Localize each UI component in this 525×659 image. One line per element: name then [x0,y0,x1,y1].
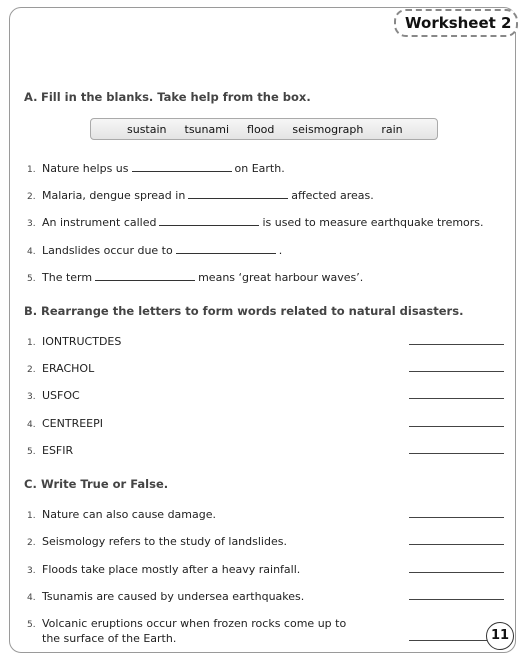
item-number: 2. [27,192,36,202]
item-number: 1. [27,338,36,348]
fill-blank-item [27,244,282,257]
section-a-title: Fill in the blanks. Take help from the box. [41,90,311,104]
answer-line[interactable] [409,371,504,372]
item-number: 3. [27,392,36,402]
answer-blank[interactable] [176,244,276,254]
section-c-letter: C. [24,477,37,491]
section-b-letter: B. [24,304,38,318]
statement-text: Floods take place mostly after a heavy rainfall. [42,563,301,576]
rearrange-item [27,444,73,457]
answer-blank[interactable] [95,271,195,281]
answer-line[interactable] [409,517,504,518]
answer-line[interactable] [409,544,504,545]
word-box-word: seismograph [292,122,364,136]
true-false-item [27,617,346,630]
true-false-item [27,535,287,548]
item-number: 1. [27,165,36,175]
item-text-after: means ‘great harbour waves’. [198,271,364,284]
item-text-before: An instrument called [42,216,157,229]
section-b-title: Rearrange the letters to form words related to natural disasters. [41,304,464,318]
statement-text: Seismology refers to the study of landslides. [42,535,287,548]
scrambled-word: ESFIR [42,444,74,457]
item-number: 4. [27,247,36,257]
word-box-word: sustain [127,122,167,136]
page-number: 11 [486,622,514,650]
answer-line[interactable] [409,572,504,573]
scrambled-word: IONTRUCTDES [42,335,122,348]
answer-line[interactable] [409,344,504,345]
statement-text-line2: the surface of the Earth. [42,632,177,645]
item-text-after: is used to measure earthquake tremors. [262,216,484,229]
scrambled-word: USFOC [42,389,80,402]
true-false-item [27,508,216,521]
item-text-after: . [278,244,283,257]
word-box [90,118,438,140]
item-number: 2. [27,365,36,375]
fill-blank-item [27,271,363,284]
item-number: 4. [27,420,36,430]
item-text-before: Landslides occur due to [42,244,173,257]
section-c-title: Write True or False. [41,477,169,491]
rearrange-item [27,362,94,375]
word-box-word: flood [247,122,275,136]
word-box-word: rain [381,122,403,136]
statement-text: Tsunamis are caused by undersea earthquakes. [42,590,305,603]
statement-text: Nature can also cause damage. [42,508,216,521]
rearrange-item [27,417,103,430]
answer-line[interactable] [409,398,504,399]
section-b-heading [24,304,463,318]
true-false-item [27,590,304,603]
item-text-after: affected areas. [291,189,374,202]
scrambled-word: ERACHOL [42,362,95,375]
item-number: 2. [27,538,36,548]
section-a-heading [24,90,311,104]
item-number: 5. [27,447,36,457]
item-number: 1. [27,511,36,521]
item-text-after: on Earth. [234,162,285,175]
answer-line[interactable] [409,599,504,600]
item-number: 4. [27,593,36,603]
section-a-letter: A. [24,90,38,104]
answer-blank[interactable] [188,189,288,199]
item-number: 3. [27,566,36,576]
scrambled-word: CENTREEPI [42,417,103,430]
answer-blank[interactable] [132,162,232,172]
worksheet-tag: Worksheet 2 [394,9,518,37]
item-text-before: Malaria, dengue spread in [42,189,186,202]
true-false-item-continued [42,632,176,645]
item-number: 5. [27,620,36,630]
word-box-word: tsunami [184,122,230,136]
fill-blank-item [27,189,374,202]
item-text-before: Nature helps us [42,162,129,175]
answer-line[interactable] [409,426,504,427]
statement-text-line1: Volcanic eruptions occur when frozen rocks come up to [42,617,347,630]
answer-blank[interactable] [159,216,259,226]
rearrange-item [27,389,80,402]
item-number: 3. [27,219,36,229]
fill-blank-item [27,162,285,175]
fill-blank-item [27,216,484,229]
true-false-item [27,563,300,576]
item-text-before: The term [42,271,93,284]
answer-line[interactable] [409,453,504,454]
section-c-heading [24,477,168,491]
item-number: 5. [27,274,36,284]
answer-line[interactable] [409,640,489,641]
rearrange-item [27,335,121,348]
